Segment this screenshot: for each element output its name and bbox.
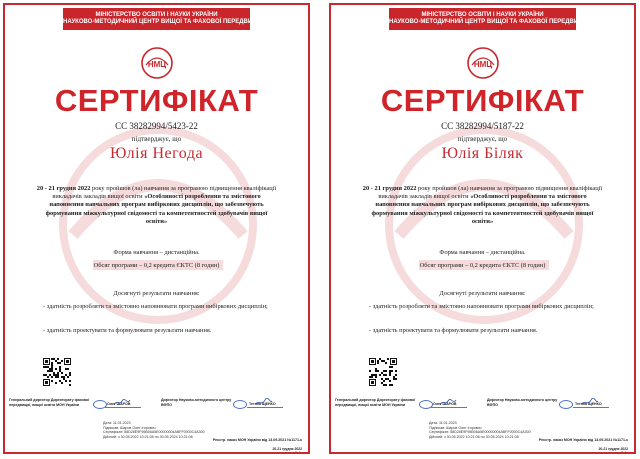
certificate-title: СЕРТИФІКАТ (380, 83, 585, 118)
certificate-title: СЕРТИФІКАТ (54, 83, 259, 118)
certificate-number: СС 38282994/5423-22 (115, 121, 198, 131)
study-form: Форма навчання – дистанційна. (113, 249, 200, 256)
signer-right-title: Директор Науково-методичного центру ВФПО (161, 398, 232, 407)
footer-date: 20-21 грудня 2022 (272, 447, 302, 451)
sign-validity: Дійсний: з 30.05.2022 10:21:08 по 30.05.2024 10:21:08 (103, 434, 193, 439)
ministry-name: МІНІСТЕРСТВО ОСВІТИ І НАУКИ УКРАЇНИ (421, 12, 544, 18)
signed-by: Підписав: Шаров Олег Ігорович (103, 425, 156, 430)
signer-left-name: Олег ШАРОВ (107, 402, 131, 406)
registration-order: Реєстр. наказ МОН України від 13.09.2021 №1171-к (212, 438, 302, 442)
signature-line (105, 407, 141, 408)
results-heading: Досягнуті результати навчання: (439, 290, 526, 297)
sign-date: Дата: 11.01.2023 (429, 421, 457, 425)
signature-line (431, 407, 467, 408)
logo-text: НМЦ (147, 60, 166, 69)
recipient-name: Юлія Негода (109, 145, 204, 162)
ministry-header-band (389, 8, 616, 30)
footer-date-block (272, 447, 302, 454)
training-description: року пройшов (ла) навчання за програмою підвищення кваліфікації викладачів закладів вищої освіти (52, 185, 277, 201)
footer-date-block (598, 447, 628, 454)
nmc-logo-icon (467, 47, 499, 79)
footer-city: м. Київ (290, 451, 302, 454)
digital-signature-info (429, 421, 630, 439)
signer-left-title: Генеральний директор Директорату фахової передвищої, вищої освіти МОН України (335, 398, 416, 407)
training-dates: 20 - 21 грудня 2022 (36, 185, 91, 192)
signer-left-title: Генеральний директор Директорату фахової передвищої, вищої освіти МОН України (9, 398, 90, 407)
results-heading: Досягнуті результати навчання: (113, 290, 200, 297)
certificate-body (35, 185, 278, 226)
stamp-icon (233, 400, 247, 409)
certificate-body (361, 185, 604, 226)
program-name: «Особливості розроблення та змістового наповнення навчальних програм вибіркових дисциплін, що забезпечують формування міжкультурної свідомості та компетентностей здобувачів вищої освіти» (45, 193, 268, 225)
training-description: року пройшов (ла) навчання за програмою підвищення кваліфікації викладачів закладів вищої освіти (378, 185, 603, 201)
qr-code-icon (369, 358, 397, 386)
training-dates: 20 - 21 грудня 2022 (362, 185, 417, 192)
footer-city: м. Київ (616, 451, 628, 454)
confirms-text: підтверджує, що (457, 135, 508, 143)
program-name: «Особливості розроблення та змістового наповнення навчальних програм вибіркових дисциплін, що забезпечують формування міжкультурної свідомості та компетентностей здобувачів вищої освіти» (371, 193, 594, 225)
certificate-left (3, 3, 310, 454)
program-volume: Обсяг програми – 0,2 кредита ЄКТС (8 годин) (419, 262, 546, 269)
sign-certificate: Сертифікат: 58D28E9F95B06A5E00000004ABFF0000C4A300 (103, 430, 205, 435)
signer-right-name: Тетяна ЩЕНКО (249, 402, 276, 406)
signatures-row (9, 397, 304, 415)
ministry-name: МІНІСТЕРСТВО ОСВІТИ І НАУКИ УКРАЇНИ (95, 12, 218, 18)
program-volume: Обсяг програми – 0,2 кредита ЄКТС (8 годин) (93, 262, 220, 269)
signatures-row (335, 397, 630, 415)
nmc-logo-icon (141, 47, 173, 79)
logo-text: НМЦ (473, 60, 492, 69)
sign-certificate: Сертифікат: 58D28E9F95B06A5E00000004ABFF0000C4A300 (429, 430, 531, 435)
stamp-icon (559, 400, 573, 409)
center-name: НАУКОВО-МЕТОДИЧНИЙ ЦЕНТР ВИЩОЇ ТА ФАХОВОЇ ПЕРЕДВИЩОЇ ОСВІТИ (389, 19, 616, 26)
center-name: НАУКОВО-МЕТОДИЧНИЙ ЦЕНТР ВИЩОЇ ТА ФАХОВОЇ ПЕРЕДВИЩОЇ ОСВІТИ (63, 19, 290, 26)
signer-right-name: Тетяна ЩЕНКО (575, 402, 602, 406)
signer-right-title: Директор Науково-методичного центру ВФПО (487, 398, 558, 407)
sign-validity: Дійсний: з 30.05.2022 10:21:08 по 30.05.2024 10:21:08 (429, 434, 519, 439)
signature-line (247, 407, 283, 408)
signer-left-name: Олег ШАРОВ (433, 402, 457, 406)
study-form: Форма навчання – дистанційна. (439, 249, 526, 256)
certificate-right (329, 3, 636, 454)
qr-code-icon (43, 358, 71, 386)
footer-date: 20-21 грудня 2022 (598, 447, 628, 451)
recipient-name: Юлія Біляк (441, 145, 524, 162)
result-item: - здатність розробляти та змістовно наповнювати програми вибіркових дисциплін; (369, 303, 594, 310)
signature-line (573, 407, 609, 408)
confirms-text: підтверджує, що (131, 135, 182, 143)
registration-order: Реєстр. наказ МОН України від 13.09.2021 №1171-к (538, 438, 628, 442)
ministry-header-band (63, 8, 290, 30)
result-item: - здатність проектувати та формулювати результати навчання. (369, 327, 538, 334)
signed-by: Підписав: Шаров Олег Ігорович (429, 425, 482, 430)
certificate-number: СС 38282994/5187-22 (441, 121, 524, 131)
digital-signature-info (103, 421, 304, 439)
sign-date: Дата: 11.01.2023 (103, 421, 131, 425)
result-item: - здатність розробляти та змістовно наповнювати програми вибіркових дисциплін; (43, 303, 268, 310)
result-item: - здатність проектувати та формулювати результати навчання. (43, 327, 212, 334)
